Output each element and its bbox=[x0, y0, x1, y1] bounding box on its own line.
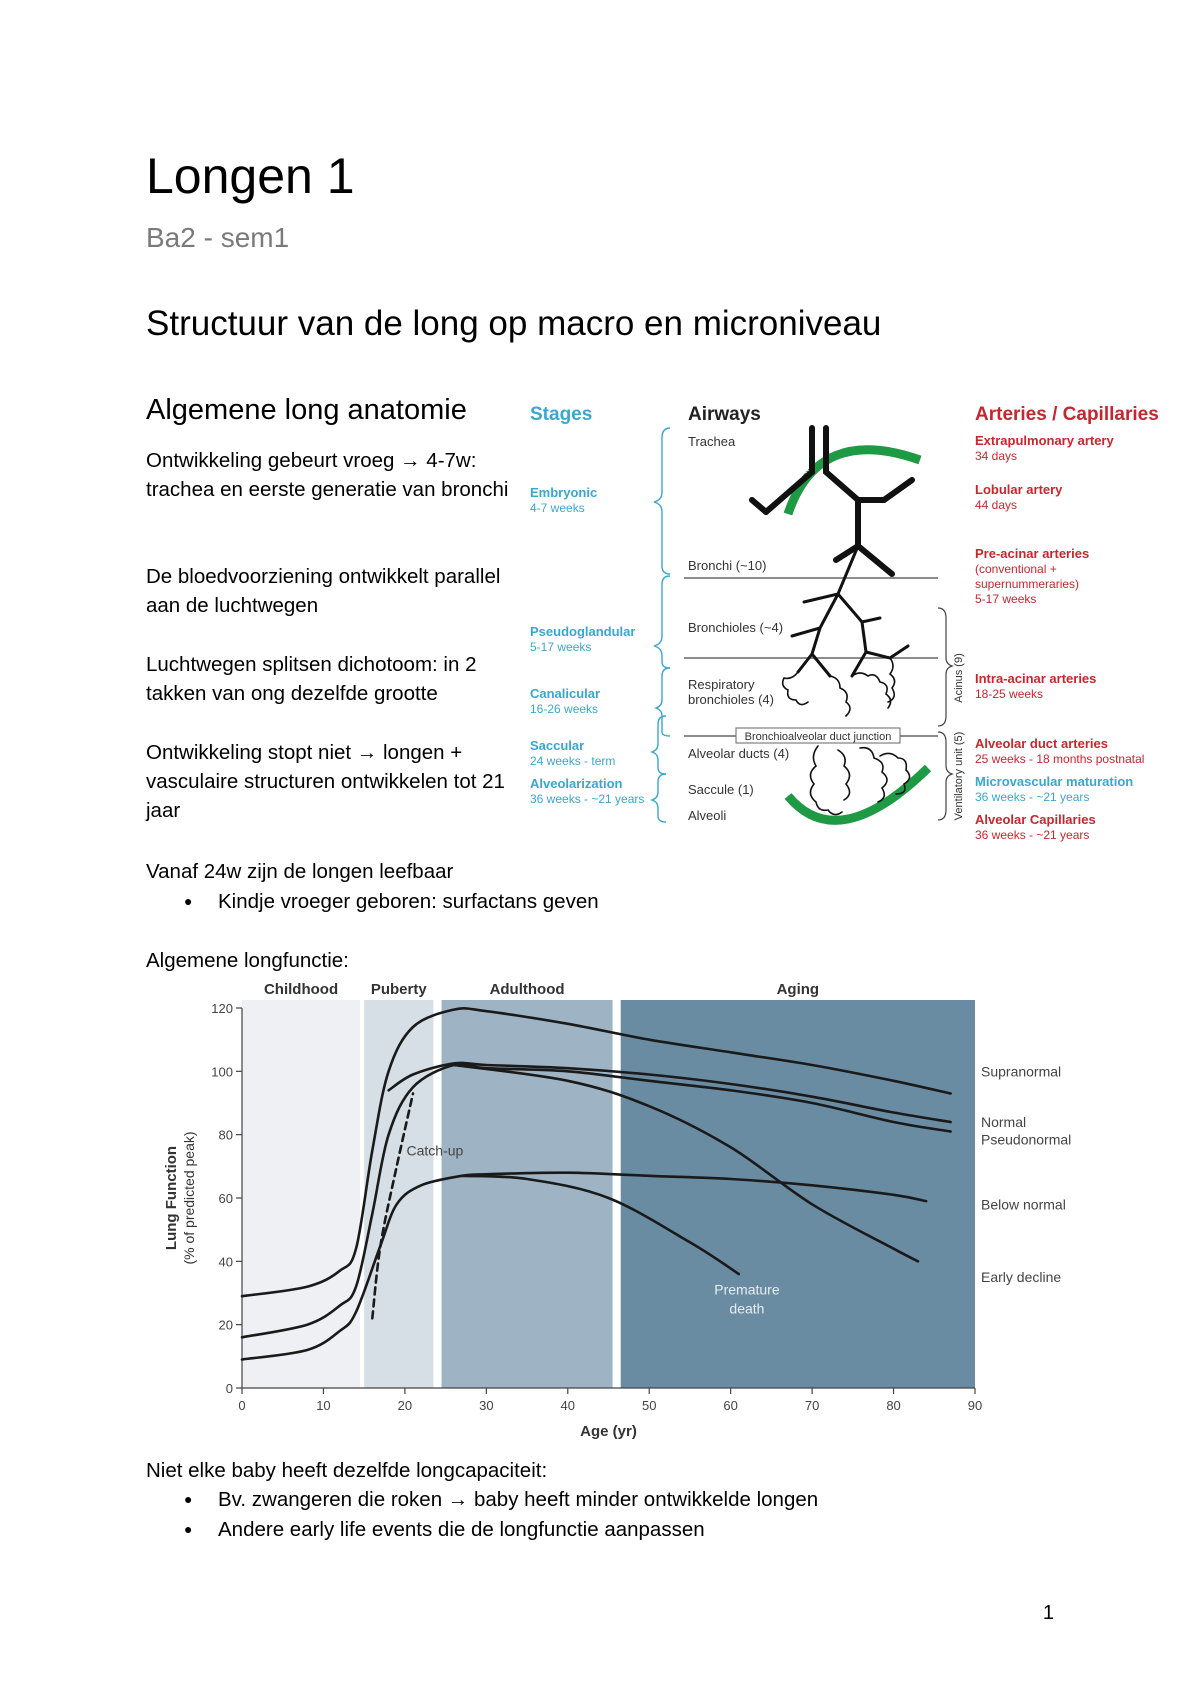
y-axis-subtitle: (% of predicted peak) bbox=[181, 1131, 197, 1265]
artery-pre-acinar-detail-2: supernummeraries) bbox=[975, 577, 1080, 591]
artery-lobular-detail: 44 days bbox=[975, 498, 1018, 512]
series-label-pseudonormal: Pseudonormal bbox=[981, 1131, 1072, 1148]
phase-labels bbox=[264, 981, 819, 998]
airway-bronchioles: Bronchioles (~4) bbox=[688, 620, 784, 635]
viability-line: Vanaf 24w zijn de longen leefbaar bbox=[146, 860, 454, 883]
airway-alveoli: Alveoli bbox=[688, 808, 727, 823]
y-tick-label-40: 40 bbox=[218, 1254, 233, 1270]
y-tick-label-100: 100 bbox=[211, 1064, 233, 1080]
x-tick-label-60: 60 bbox=[723, 1398, 738, 1413]
airway-respiratory: Respiratory bbox=[688, 677, 755, 692]
artery-extrapulmonary: Extrapulmonary artery bbox=[975, 433, 1114, 448]
stage-saccular-time: 24 weeks - term bbox=[530, 754, 616, 768]
brace-saccular bbox=[652, 716, 666, 774]
bracket-ventilatory-unit bbox=[938, 732, 952, 820]
annotation-premature: Premature bbox=[714, 1281, 780, 1298]
brace-pseudoglandular bbox=[654, 576, 670, 668]
artery-alveolar-duct-detail: 25 weeks - 18 months postnatal bbox=[975, 752, 1145, 766]
stage-column bbox=[530, 404, 644, 806]
stage-pseudoglandular-time: 5-17 weeks bbox=[530, 640, 592, 654]
paragraph-dichotomous: Luchtwegen splitsen dichotoom: in 2 takken van ong dezelfde grootte bbox=[146, 653, 477, 705]
series-label-supranormal: Supranormal bbox=[981, 1063, 1062, 1080]
label-ventilatory-unit: Ventilatory unit (5) bbox=[953, 731, 965, 821]
x-tick-label-50: 50 bbox=[641, 1398, 657, 1413]
x-tick-label-70: 70 bbox=[804, 1398, 820, 1413]
x-tick-label-90: 90 bbox=[967, 1398, 983, 1413]
subsection-heading: Algemene long anatomie bbox=[146, 394, 467, 426]
tree-alveoli bbox=[810, 746, 909, 815]
y-tick-label-120: 120 bbox=[211, 1001, 233, 1016]
tree-bronchi bbox=[752, 480, 912, 560]
capacity-bullet-2-text: Andere early life events die de longfunctie aanpassen bbox=[218, 1518, 705, 1541]
annotation-death: death bbox=[729, 1300, 765, 1317]
artery-pre-acinar-detail-1: (conventional + bbox=[975, 562, 1057, 576]
stage-embryonic: Embryonic bbox=[530, 485, 598, 500]
stages-header: Stages bbox=[530, 404, 593, 425]
x-axis-title: Age (yr) bbox=[580, 1423, 637, 1440]
lung-development-diagram bbox=[520, 396, 1200, 856]
artery-extrapulmonary-detail: 34 days bbox=[975, 449, 1018, 463]
microvascular-maturation: Microvascular maturation bbox=[975, 774, 1134, 789]
phase-label-puberty: Puberty bbox=[370, 981, 427, 998]
brace-embryonic bbox=[654, 428, 670, 574]
stage-saccular: Saccular bbox=[530, 738, 585, 753]
y-axis-title: Lung Function bbox=[163, 1145, 180, 1251]
arc-label-bottom: Pleura bbox=[838, 834, 870, 846]
x-tick-label-30: 30 bbox=[479, 1398, 494, 1413]
artery-alveolar-duct: Alveolar duct arteries bbox=[975, 736, 1108, 751]
page-number: 1 bbox=[1042, 1602, 1054, 1624]
artery-column bbox=[975, 404, 1159, 842]
airways-header: Airways bbox=[688, 404, 761, 425]
y-tick-label-80: 80 bbox=[218, 1127, 233, 1143]
bracket-acinus bbox=[938, 608, 952, 726]
junction-label: Bronchioalveolar duct junction bbox=[744, 731, 892, 743]
artery-intra-acinar-detail: 18-25 weeks bbox=[975, 687, 1044, 701]
airway-saccule: Saccule (1) bbox=[688, 782, 754, 797]
viability-bullet: ● Kindje vroeger geboren: surfactans geven bbox=[184, 890, 599, 913]
document-title: Longen 1 bbox=[146, 148, 355, 204]
arc-label-top: Ventral bbox=[800, 441, 827, 478]
annotation-catch-up: Catch-up bbox=[406, 1142, 464, 1159]
x-tick-label-80: 80 bbox=[886, 1398, 901, 1413]
viability-bullet-text: Kindje vroeger geboren: surfactans geven bbox=[218, 890, 599, 913]
phase-band-adulthood bbox=[442, 1000, 613, 1388]
x-tick-label-40: 40 bbox=[560, 1398, 576, 1413]
paragraph-blood-supply: De bloedvoorziening ontwikkelt parallel aan de luchtwegen bbox=[146, 565, 501, 617]
capacity-bullet-1-text: Bv. zwangeren die roken → baby heeft minder ontwikkelde longen bbox=[218, 1488, 819, 1511]
stage-alveolarization-time: 36 weeks - ~21 years bbox=[530, 792, 645, 806]
capacity-bullet-2: ● Andere early life events die de longfunctie aanpassen bbox=[184, 1518, 705, 1541]
series-label-below-normal: Below normal bbox=[981, 1196, 1066, 1213]
document-subtitle: Ba2 - sem1 bbox=[146, 222, 290, 253]
arteries-header: Arteries / Capillaries bbox=[975, 404, 1159, 425]
artery-pre-acinar: Pre-acinar arteries bbox=[975, 546, 1090, 561]
capacity-bullet-1: ● Bv. zwangeren die roken → baby heeft minder ontwikkelde longen bbox=[184, 1488, 819, 1511]
lung-function-label: Algemene longfunctie: bbox=[146, 949, 349, 972]
paragraph-continuing-development: Ontwikkeling stopt niet → longen + vasculaire structuren ontwikkelen tot 21 jaar bbox=[146, 741, 505, 822]
arc-bottom bbox=[788, 768, 928, 820]
airway-bronchi: Bronchi (~10) bbox=[688, 558, 767, 573]
section-heading: Structuur van de long op macro en microniveau bbox=[146, 304, 882, 343]
paragraph-development: Ontwikkeling gebeurt vroeg → 4-7w: trachea en eerste generatie van bronchi bbox=[146, 449, 509, 501]
x-tick-label-10: 10 bbox=[316, 1398, 331, 1413]
stage-alveolarization: Alveolarization bbox=[530, 776, 623, 791]
y-tick-label-0: 0 bbox=[225, 1381, 233, 1396]
stage-canalicular-time: 16-26 weeks bbox=[530, 702, 599, 716]
x-tick-label-20: 20 bbox=[397, 1398, 413, 1413]
artery-intra-acinar: Intra-acinar arteries bbox=[975, 671, 1097, 686]
phase-label-aging: Aging bbox=[776, 981, 820, 998]
phase-label-adulthood: Adulthood bbox=[489, 981, 565, 998]
stage-pseudoglandular: Pseudoglandular bbox=[530, 624, 636, 639]
artery-alveolar-capillaries: Alveolar Capillaries bbox=[975, 812, 1096, 827]
phase-bands bbox=[242, 1000, 975, 1388]
phase-band-puberty bbox=[364, 1000, 433, 1388]
y-tick-label-20: 20 bbox=[218, 1317, 233, 1333]
stage-canalicular: Canalicular bbox=[530, 686, 601, 701]
airway-alveolar-ducts: Alveolar ducts (4) bbox=[688, 746, 790, 761]
airway-trachea: Trachea bbox=[688, 434, 736, 449]
series-label-normal: Normal bbox=[981, 1114, 1027, 1130]
tree-respiratory-bronchioles bbox=[783, 658, 895, 716]
stage-embryonic-time: 4-7 weeks bbox=[530, 501, 585, 515]
side-brackets bbox=[938, 608, 952, 820]
lung-function-chart bbox=[146, 976, 1106, 1446]
series-label-early-decline: Early decline bbox=[981, 1269, 1062, 1286]
phase-label-childhood: Childhood bbox=[263, 981, 339, 998]
airway-respiratory-bronchioles: bronchioles (4) bbox=[688, 692, 774, 707]
artery-pre-acinar-detail-3: 5-17 weeks bbox=[975, 592, 1037, 606]
y-tick-label-60: 60 bbox=[218, 1191, 233, 1206]
artery-lobular: Lobular artery bbox=[975, 482, 1063, 497]
microvascular-maturation-detail: 36 weeks - ~21 years bbox=[975, 790, 1090, 804]
airway-column bbox=[688, 404, 789, 823]
brace-alveolarization bbox=[652, 774, 666, 822]
x-tick-label-0: 0 bbox=[238, 1398, 246, 1413]
artery-alveolar-capillaries-detail: 36 weeks - ~21 years bbox=[975, 828, 1090, 842]
label-acinus: Acinus (9) bbox=[953, 653, 965, 703]
capacity-line: Niet elke baby heeft dezelfde longcapaciteit: bbox=[146, 1459, 548, 1482]
stage-braces bbox=[652, 428, 670, 822]
